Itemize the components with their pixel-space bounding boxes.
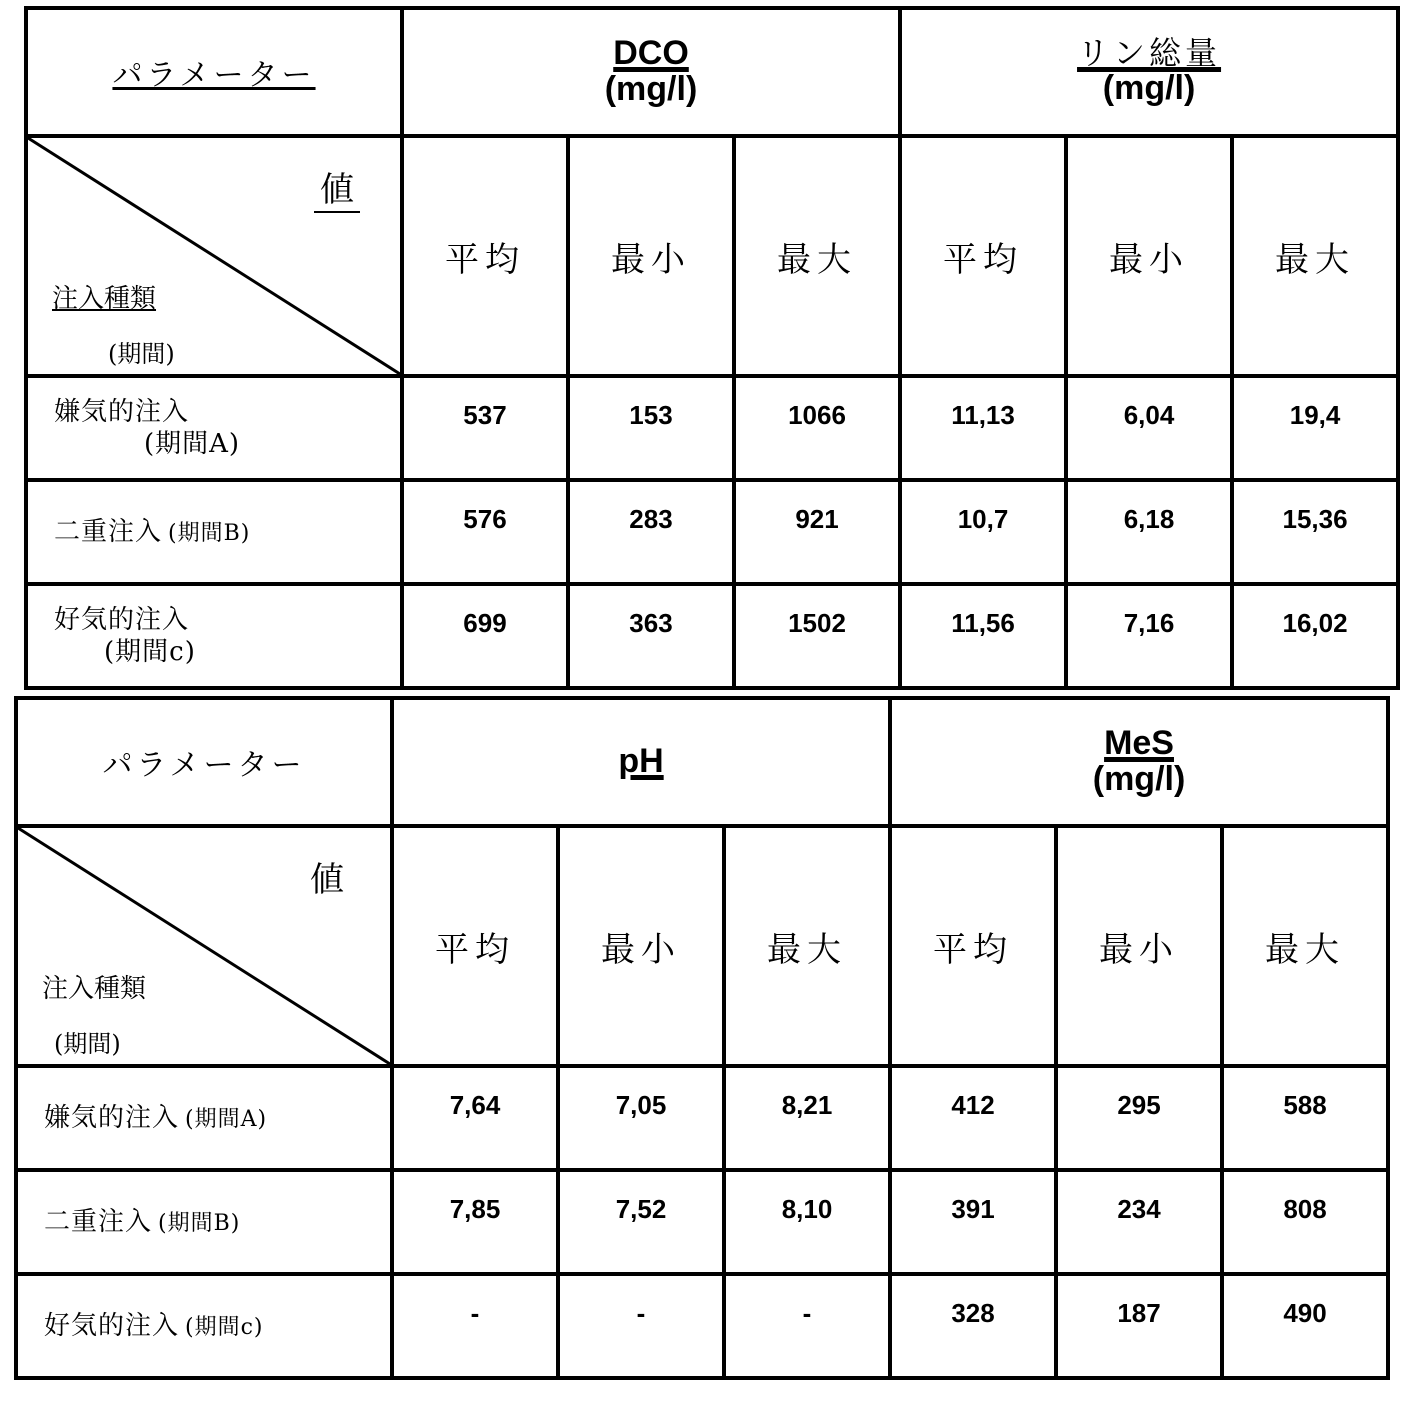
row-period-text: (期間B): [158, 1210, 241, 1236]
value-cell: 187: [1056, 1274, 1222, 1378]
param-label: パラメーター: [102, 748, 306, 783]
value-cell: 11,13: [900, 376, 1066, 480]
stat-header-avg: 平均: [900, 136, 1066, 376]
value-cell: 7,52: [558, 1170, 724, 1274]
stat-header-row: [16, 826, 1388, 1066]
value-label: 値: [310, 860, 344, 900]
row-period-text: (期間c): [104, 637, 196, 667]
group-unit: (mg/l): [1092, 760, 1186, 798]
group-header-dco: [402, 8, 900, 136]
value-cell: 8,10: [724, 1170, 890, 1274]
group-name: リン総量: [1077, 34, 1222, 73]
row-label: [16, 1170, 392, 1274]
stat-header-avg: 平均: [890, 826, 1056, 1066]
row-period-text: (期間A): [144, 429, 241, 459]
value-cell: 921: [734, 480, 900, 584]
stat-header-max: 最大: [724, 826, 890, 1066]
value-cell: 234: [1056, 1170, 1222, 1274]
value-cell: 412: [890, 1066, 1056, 1170]
row-label-text: 二重注入: [44, 1206, 153, 1237]
group-header-mes: [890, 698, 1388, 826]
group-header-phosphorus: [900, 8, 1398, 136]
table-header-row: [16, 698, 1388, 826]
row-label: [16, 1274, 392, 1378]
stat-header-max: 最大: [1232, 136, 1398, 376]
row-label: [26, 480, 402, 584]
row-period-text: (期間A): [185, 1106, 268, 1132]
value-cell: 537: [402, 376, 568, 480]
stat-header-min: 最小: [558, 826, 724, 1066]
row-label-text: 二重注入: [54, 516, 163, 547]
value-cell: 576: [402, 480, 568, 584]
table-row: [16, 1170, 1388, 1274]
param-label-cell: [26, 8, 402, 136]
period-label: (期間): [54, 1030, 121, 1058]
stat-header-max: 最大: [734, 136, 900, 376]
value-cell: 283: [568, 480, 734, 584]
table-row: [16, 1274, 1388, 1378]
value-cell: 1066: [734, 376, 900, 480]
stat-header-max: 最大: [1222, 826, 1388, 1066]
table-row: [16, 1066, 1388, 1170]
group-unit: (mg/l): [1102, 68, 1196, 107]
row-label: [26, 376, 402, 480]
row-label: [26, 584, 402, 688]
row-label-text: 好気的注入: [54, 604, 190, 635]
value-cell: 16,02: [1232, 584, 1398, 688]
injection-type-label: 注入種類: [42, 974, 147, 1004]
stat-header-avg: 平均: [392, 826, 558, 1066]
table-row: [26, 584, 1398, 688]
value-cell: 7,85: [392, 1170, 558, 1274]
table-header-row: [26, 8, 1398, 136]
value-cell: 11,56: [900, 584, 1066, 688]
injection-type-label: 注入種類: [52, 284, 157, 314]
value-cell: 15,36: [1232, 480, 1398, 584]
group-header-ph: [392, 698, 890, 826]
value-cell: 490: [1222, 1274, 1388, 1378]
row-period-text: (期間c): [185, 1314, 264, 1340]
stat-header-row: [26, 136, 1398, 376]
value-cell: 1502: [734, 584, 900, 688]
row-label-text: 嫌気的注入: [44, 1102, 180, 1133]
group-unit: (mg/l): [604, 70, 698, 108]
value-cell: 7,16: [1066, 584, 1232, 688]
table-dco-phosphorus: [24, 6, 1400, 690]
value-cell: -: [724, 1274, 890, 1378]
stat-header-min: 最小: [1066, 136, 1232, 376]
stat-header-avg: 平均: [402, 136, 568, 376]
group-name: MeS: [1104, 724, 1174, 763]
diagonal-header-cell: [16, 826, 392, 1066]
value-label: 値: [314, 162, 360, 213]
value-cell: 8,21: [724, 1066, 890, 1170]
param-label: パラメーター: [112, 58, 316, 93]
value-cell: 588: [1222, 1066, 1388, 1170]
row-label-text: 好気的注入: [44, 1310, 180, 1341]
table-row: [26, 480, 1398, 584]
value-cell: 699: [402, 584, 568, 688]
stat-header-min: 最小: [568, 136, 734, 376]
value-cell: 391: [890, 1170, 1056, 1274]
value-cell: 7,05: [558, 1066, 724, 1170]
row-period-text: (期間B): [168, 520, 251, 546]
group-name: DCO: [613, 34, 689, 73]
param-label-cell: [16, 698, 392, 826]
value-cell: 363: [568, 584, 734, 688]
period-label: (期間): [108, 340, 175, 368]
value-cell: 6,04: [1066, 376, 1232, 480]
row-label: [16, 1066, 392, 1170]
value-cell: 808: [1222, 1170, 1388, 1274]
table-ph-mes: [14, 696, 1390, 1380]
value-cell: 10,7: [900, 480, 1066, 584]
value-cell: -: [392, 1274, 558, 1378]
value-cell: 7,64: [392, 1066, 558, 1170]
diagonal-header-cell: [26, 136, 402, 376]
value-cell: 328: [890, 1274, 1056, 1378]
table-row: [26, 376, 1398, 480]
stat-header-min: 最小: [1056, 826, 1222, 1066]
value-cell: 6,18: [1066, 480, 1232, 584]
value-cell: 19,4: [1232, 376, 1398, 480]
group-name: pH: [618, 742, 664, 781]
value-cell: 295: [1056, 1066, 1222, 1170]
value-cell: 153: [568, 376, 734, 480]
value-cell: -: [558, 1274, 724, 1378]
row-label-text: 嫌気的注入: [54, 396, 190, 427]
